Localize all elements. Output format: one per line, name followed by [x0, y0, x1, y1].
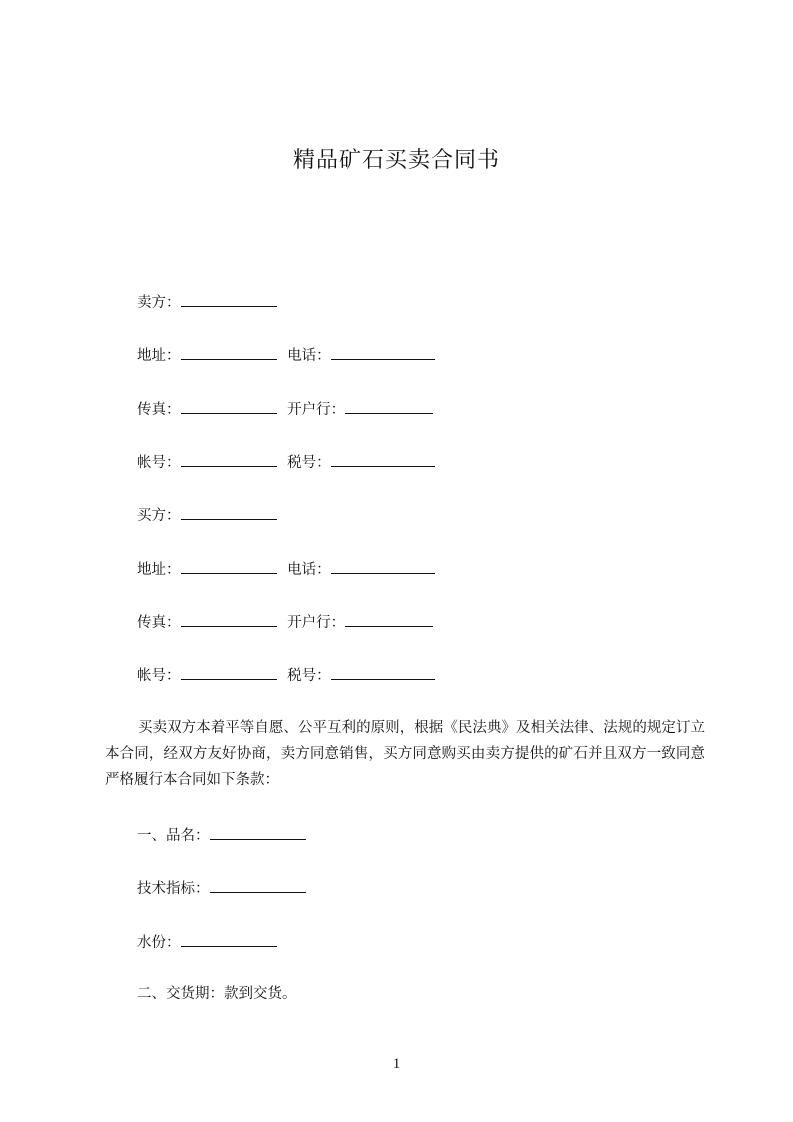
seller-account-row: [137, 450, 441, 472]
buyer-fax-row: [137, 610, 439, 632]
seller-blank[interactable]: [181, 290, 277, 307]
buyer-label: 买方：: [137, 508, 181, 524]
seller-phone-blank[interactable]: [331, 343, 435, 360]
delivery-row: [137, 983, 297, 1005]
product-name-row: [137, 823, 312, 845]
seller-bank-label: 开户行：: [287, 402, 346, 418]
buyer-account-blank[interactable]: [181, 663, 277, 680]
tech-spec-label: 技术指标：: [137, 881, 210, 897]
buyer-address-row: [137, 557, 441, 579]
product-name-blank[interactable]: [210, 823, 306, 840]
moisture-blank[interactable]: [181, 930, 277, 947]
seller-phone-label: 电话：: [287, 348, 331, 364]
delivery-text: 二、交货期：款到交货。: [137, 986, 297, 1002]
moisture-label: 水份：: [137, 935, 181, 951]
seller-tax-label: 税号：: [287, 455, 331, 471]
buyer-row: [137, 503, 283, 525]
buyer-fax-label: 传真：: [137, 615, 181, 631]
seller-label: 卖方：: [137, 295, 181, 311]
product-name-label: 一、品名：: [137, 828, 210, 844]
seller-account-blank[interactable]: [181, 450, 277, 467]
buyer-address-label: 地址：: [137, 562, 181, 578]
seller-fax-blank[interactable]: [181, 397, 277, 414]
buyer-blank[interactable]: [181, 503, 277, 520]
seller-bank-blank[interactable]: [345, 397, 433, 414]
buyer-account-label: 帐号：: [137, 668, 181, 684]
seller-address-row: [137, 343, 441, 365]
buyer-bank-blank[interactable]: [345, 610, 433, 627]
intro-text: 买卖双方本着平等自愿、公平互利的原则，根据《民法典》及相关法律、法规的规定订立本合同，经双方友好协商，卖方同意销售，买方同意购买由卖方提供的矿石并且双方一致同意严格履行本合同如下条款：: [105, 720, 705, 788]
buyer-tax-label: 税号：: [287, 668, 331, 684]
buyer-phone-label: 电话：: [287, 562, 331, 578]
buyer-fax-blank[interactable]: [181, 610, 277, 627]
buyer-tax-blank[interactable]: [331, 663, 435, 680]
buyer-phone-blank[interactable]: [331, 557, 435, 574]
page-title: 精品矿石买卖合同书: [292, 148, 500, 173]
seller-fax-label: 传真：: [137, 402, 181, 418]
seller-address-blank[interactable]: [181, 343, 277, 360]
buyer-bank-label: 开户行：: [287, 615, 346, 631]
seller-row: [137, 290, 283, 312]
seller-account-label: 帐号：: [137, 455, 181, 471]
buyer-address-blank[interactable]: [181, 557, 277, 574]
seller-tax-blank[interactable]: [331, 450, 435, 467]
intro-paragraph: [105, 715, 705, 793]
page-number: 1: [392, 1056, 401, 1072]
buyer-account-row: [137, 663, 441, 685]
tech-spec-blank[interactable]: [210, 876, 306, 893]
seller-fax-row: [137, 397, 439, 419]
seller-address-label: 地址：: [137, 348, 181, 364]
tech-spec-row: [137, 876, 312, 898]
moisture-row: [137, 930, 283, 952]
